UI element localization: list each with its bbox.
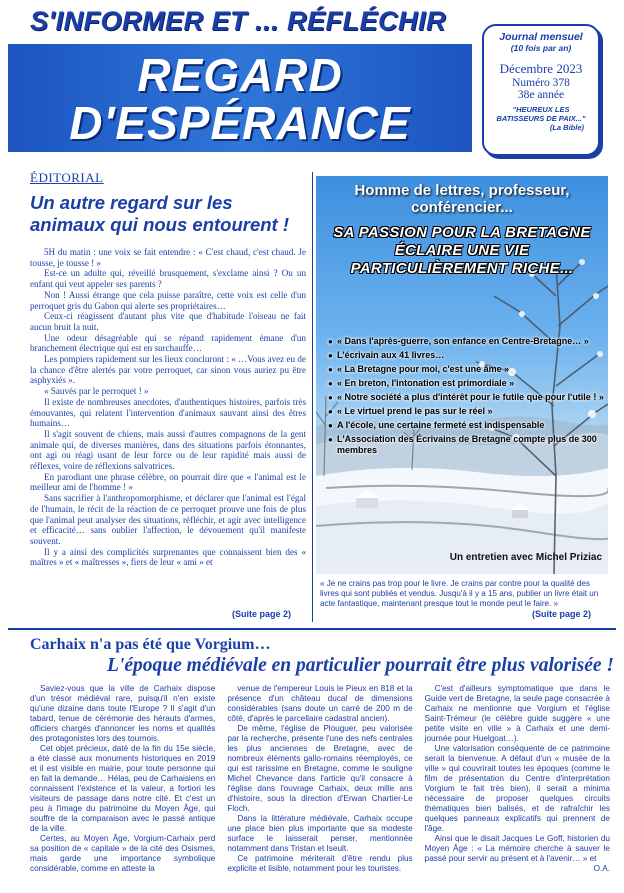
- feature-headline-line1: Homme de lettres, professeur,: [354, 182, 570, 199]
- article-paragraph: Une valorisation conséquente de ce patrimoine serait la bienvenue. A défaut d'un « musée de la ville » qui couvrirait toutes les époques (comme le film de présentation du Centre d'interprétation Vorgium le fait très bien), il serait a minima nécessaire de proposer quelques circuits thématiques bien balisés, et de rafraîchir les quelques panneaux explicatifs qui prennent de l'âge.: [424, 744, 610, 833]
- journal-title-line2: D'ESPÉRANCE: [69, 97, 411, 149]
- feature-bullet: ● « La Bretagne pour moi, c'est une âme »: [328, 364, 604, 375]
- editorial-paragraph: Les pompiers rapidement sur les lieux concluront : « …Vous avez eu de la chance d'être alertés par votre perroquet, car sinon vous auriez pu être asphyxiés ».: [30, 354, 306, 386]
- editorial-paragraph: Il existe de nombreuses anecdotes, d'authentiques histoires, parfois très émouvantes, qui relatent l'intervention d'animaux sauvant ainsi des êtres humains…: [30, 396, 306, 429]
- journal-type: Journal mensuel: [499, 31, 583, 43]
- editorial-paragraph: Ceux-ci réagissent d'autant plus vite que d'habitude l'oiseau ne fait aucun bruit la nuit.: [30, 311, 306, 332]
- editorial-paragraph: « Sauvés par le perroquet ! »: [44, 386, 149, 397]
- issue-year: 38e année: [517, 89, 565, 101]
- article-headline: L'époque médiévale en particulier pourrait être plus valorisée !: [107, 655, 614, 676]
- feature-bullet: ● L'Association des Écrivains de Bretagne compte plus de 300 membres: [328, 434, 604, 456]
- feature-bullet: ● A l'école, une certaine fermeté est indispensable: [328, 420, 604, 431]
- article-paragraph: Cet objet précieux, daté de la fin du 15e siècle, a été classé aux monuments historiques en 2019 et il est visible en mairie, pour toute personne qui en fait la demande… Hélas, peu de Carhaisiens en connaissent l'existence et la valeur, a fortiori les visiteurs de passage dans notre cité. Et c'est un peu à l'image du patrimoine du Moyen Âge, qui souffre de la comparaison avec le passé antique de la ville.: [30, 744, 216, 833]
- editorial-continued: (Suite page 2): [232, 609, 292, 619]
- feature-bullet: ● « En breton, l'intonation est primordiale »: [328, 378, 604, 389]
- article-paragraph: Dans la littérature médiévale, Carhaix occupe une place bien plus importante que sa modeste surface le laisserait penser, mentionnée notamment dans Tristan et Iseult.: [227, 814, 413, 853]
- article-paragraph: Ainsi que le disait Jacques Le Goff, historien du Moyen Âge : « La mémoire cherche à sauver le passé pour servir au présent et à l'avenir… » et: [424, 834, 610, 863]
- feature-bullet: ● « Notre société a plus d'intérêt pour le futile que pour l'utile ! »: [328, 392, 604, 403]
- article-column-1: [30, 684, 215, 884]
- issue-number: Numéro 378: [512, 77, 570, 89]
- article-column-3: [425, 684, 610, 884]
- feature-bullet-list: [328, 336, 604, 459]
- article-paragraph: Saviez-vous que la ville de Carhaix dispose d'un trésor médiéval rare, puisqu'il n'en existe qu'une dizaine dans toute l'Europe ? Il s'agit d'un tabard, tenue de cérémonie des hérauts d'armes, officiers chargés d'annoncer les noms et qualités des protagonistes lors des tournois.: [30, 684, 216, 743]
- editorial-title: Un autre regard sur les animaux qui nous entourent !: [30, 192, 290, 235]
- editorial-paragraph: Non ! Aussi étrange que cela puisse paraître, cette voix est celle d'un perroquet gris du Gabon qui alerte ses propriétaires…: [30, 289, 306, 311]
- article-kicker: Carhaix n'a pas été que Vorgium…: [30, 636, 271, 653]
- article-paragraph: C'est d'ailleurs symptomatique que dans le Guide vert de Bretagne, la seule page consacrée à Carhaix ne mentionne que Vorgium et l'église Saint-Trémeur (le célèbre guide suggère « une petite visite en ville » à Carhaix et une demi-journée pour Huelgoat…).: [424, 684, 610, 743]
- issue-info-box: [482, 24, 600, 156]
- editorial-paragraph: En parodiant une phrase célèbre, on pourrait dire que « l'animal est le meilleur ami de l'homme ! »: [30, 471, 306, 493]
- feature-subhead: [316, 224, 608, 278]
- article-signature: O.A.: [593, 864, 610, 873]
- article-paragraph: Certes, au Moyen Âge, Vorgium-Carhaix perd sa position de « capitale » de la cité des Osismes, mais garde une importance symbolique considérable, comme en atteste la: [30, 834, 216, 873]
- article-column-2: [227, 684, 412, 884]
- interview-credit: Un entretien avec Michel Priziac: [449, 552, 602, 563]
- editorial-label: ÉDITORIAL: [30, 170, 104, 185]
- article-paragraph: venue de l'empereur Louis le Pieux en 818 et la présence d'un château ducal de dimensions considérables (sans doute un carré de 200 m de côté, d'après le parcellaire cadastral ancien).: [227, 684, 413, 723]
- feature-subhead-line1: SA PASSION POUR LA BRETAGNE: [333, 224, 591, 241]
- feature-bullet: ● « Le virtuel prend le pas sur le réel »: [328, 406, 604, 417]
- article-paragraph: Ce patrimoine mériterait d'être rendu plus explicite et lisible, notamment pour les touristes.: [227, 854, 413, 873]
- frequency: (10 fois par an): [510, 43, 572, 53]
- feature-bullet: ● « Dans l'après-guerre, son enfance en Centre-Bretagne… »: [328, 336, 604, 347]
- section-divider: [8, 628, 616, 630]
- title-band: [8, 44, 472, 152]
- column-divider: [312, 172, 313, 622]
- journal-title-line1: REGARD: [137, 49, 343, 101]
- editorial-paragraph: Il y a ainsi des complicités surprenantes que connaissent bien des « maîtres » et « maîtresses », fiers de leur « ami » et: [30, 546, 306, 568]
- feature-bullet: ● L'écrivain aux 41 livres…: [328, 350, 604, 361]
- editorial-paragraph: Il s'agit souvent de chiens, mais aussi d'autres compagnons de la gent animale qui, de diverses manières, dans des situations parfois étonnantes, ont agi ou réagi usant de leur force ou de leur rapidité mais aussi de réflexes, voire de réflexions salvatrices.: [30, 428, 306, 472]
- masthead: [0, 0, 624, 160]
- strapline: S'INFORMER ET ... RÉFLÉCHIR: [30, 6, 446, 36]
- article-paragraph: De même, l'église de Plouguer, peu valorisée par la recherche, présente l'une des nefs centrales les plus anciennes de Bretagne, avec de nombreux éléments gallo-romains réemployés, ce qui est rarissime en Bretagne, comme le souligne Michel Chevance dans l'article qu'il consacre à l'église dans l'ouvrage Carhaix, deux mille ans d'histoire, sous la direction d'Erwan Chartier-Le Floch.: [227, 724, 413, 813]
- editorial-paragraph: Une odeur désagréable qui se répand rapidement émane d'un branchement électrique qui est en surchauffe…: [30, 332, 306, 354]
- cover-feature: [316, 176, 608, 574]
- editorial-paragraph: Sans sacrifier à l'anthropomorphisme, et déclarer que l'animal est l'égal de l'humain, le récit de la réaction de ce perroquet prouve une fois de plus que l'animal peut analyser des situations, réfléchir, et agir avec intelligence et efficacité… sans oublier l'affection, le dévouement qu'il manifeste souvent.: [30, 493, 306, 546]
- feature-caption: « Je ne crains pas trop pour le livre. Je crains par contre pour la qualité des livres qui sont publiés et vendus. Jusqu'à il y a 15 ans, publier un livre était un acte fantastique, maintenant presque tout le monde peut le faire. »: [320, 579, 599, 608]
- article-columns: [30, 684, 610, 884]
- editorial-body: [30, 247, 306, 568]
- motto-quote: "HEUREUX LES BATISSEURS DE PAIX...": [496, 105, 586, 123]
- issue-month: Décembre 2023: [499, 61, 583, 76]
- feature-headline: [316, 182, 608, 216]
- editorial-paragraph: Est-ce un adulte qui, réveillé brusquement, s'exclame ainsi ? Ou un enfant qui veut appeler ses parents ?: [30, 268, 306, 290]
- feature-headline-line2: conférencier...: [411, 199, 513, 216]
- feature-continued: (Suite page 2): [532, 609, 592, 619]
- motto-source: (La Bible): [549, 123, 584, 132]
- feature-subhead-line2: ÉCLAIRE UNE VIE: [394, 242, 530, 259]
- editorial-paragraph: 5H du matin : une voix se fait entendre : « C'est chaud, c'est chaud. Je tousse, je tousse ! »: [30, 247, 306, 268]
- feature-subhead-line3: PARTICULIÈREMENT RICHE...: [350, 260, 574, 277]
